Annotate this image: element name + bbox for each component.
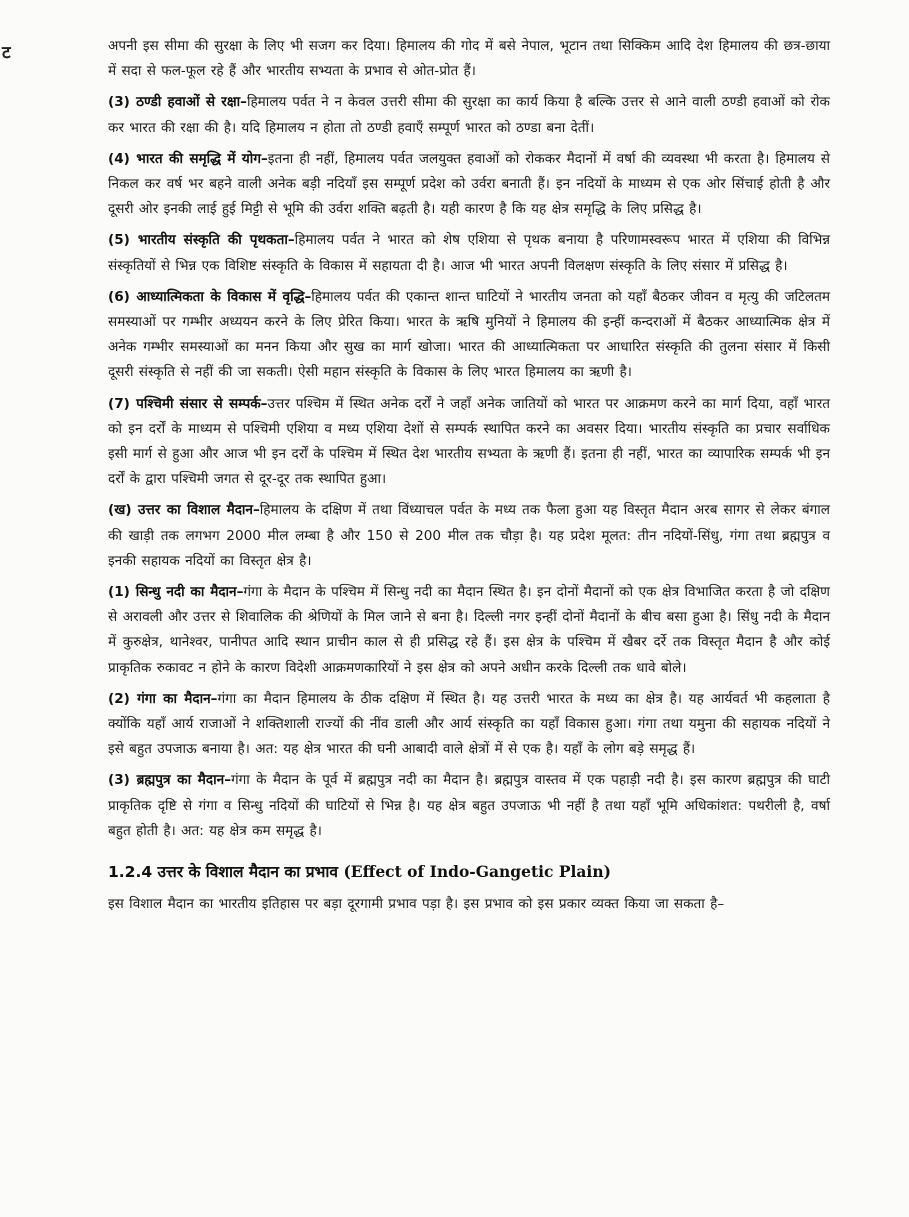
paragraph-cold-winds-protection xyxy=(108,90,830,140)
paragraph-heading: (6) आध्यात्मिकता के विकास में वृद्धि– xyxy=(108,288,312,305)
paragraph-text: हिमालय के दक्षिण में तथा विंध्याचल पर्वत के मध्य तक फैला हुआ यह विस्तृत मैदान अरब सागर से लेकर बंगाल की खाड़ी तक लगभग 2000 मील लम्बा है और 150 से 200 मील तक चौड़ा है। यह प्रदेश मूलत: तीन नदियों-सिंधु, गंगा तथा ब्रह्मपुत्र व इनकी सहायक नदियों का विस्तृत क्षेत्र है। xyxy=(108,502,830,569)
paragraph-text: हिमालय पर्वत ने भारत को शेष एशिया से पृथक बनाया है परिणामस्वरूप भारत में एशिया की विभिन्न संस्कृतियों से भिन्न एक विशिष्ट संस्कृति के विकास में सहायता दी है। आज भी भारत अपनी विलक्षण संस्कृति के लिए संसार में प्रसिद्ध है। xyxy=(108,232,830,274)
paragraph-prosperity-contribution xyxy=(108,147,830,223)
paragraph-text: गंगा के मैदान के पश्चिम में सिन्धु नदी का मैदान स्थित है। इन दोनों मैदानों को एक क्षेत्र विभाजित करता है जो दक्षिण से अरावली और उत्तर से शिवालिक की श्रेणियों के मिल जाने से बना है। दिल्ली नगर इन्हीं दोनों मैदानों के बीच बसा हुआ है। सिंधु नदी के मैदान में कुरुक्षेत्र, थानेश्वर, पानीपत आदि स्थान प्राचीन काल से ही प्रसिद्ध रहे हैं। इस क्षेत्र के पश्चिम में खैबर दर्रे तक विस्तृत मैदान है और कोई प्राकृतिक रुकावट न होने के कारण विदेशी आक्रमणकारियों ने इस क्षेत्र को अपने अधीन करके दिल्ली तक धावे बोले। xyxy=(108,584,830,676)
paragraph-text: गंगा के मैदान के पूर्व में ब्रह्मपुत्र नदी का मैदान है। ब्रह्मपुत्र वास्तव में एक पहाड़ी नदी है। इस कारण ब्रह्मपुत्र की घाटी प्राकृतिक दृष्टि से गंगा व सिन्धु नदियों की घाटियों से भिन्न है। यह क्षेत्र बहुत उपजाऊ भी नहीं है तथा यहाँ भूमि अधिकांशत: पथरीली है, वर्षा बहुत होती है। अत: यह क्षेत्र कम समृद्ध है। xyxy=(108,772,830,839)
paragraph-indus-plain xyxy=(108,580,830,681)
paragraph-text: इतना ही नहीं, हिमालय पर्वत जलयुक्त हवाओं को रोककर मैदानों में वर्षा की व्यवस्था भी करता है। हिमालय से निकल कर वर्ष भर बहने वाली अनेक बड़ी नदियाँ इस सम्पूर्ण प्रदेश को उर्वरा बनाती हैं। इन नदियों के माध्यम से एक ओर सिंचाई होती है और दूसरी ओर इनकी लाई हुई मिट्टी से भूमि की उर्वरा शक्ति बढ़ती है। यही कारण है कि यह क्षेत्र समृद्धि के लिए प्रसिद्ध है। xyxy=(108,150,830,218)
paragraph-heading: (3) ठण्डी हवाओं से रक्षा– xyxy=(108,94,247,111)
paragraph-heading: (7) पश्चिमी संसार से सम्पर्क– xyxy=(108,395,268,412)
paragraph-text: गंगा का मैदान हिमालय के ठीक दक्षिण में स्थित है। यह उत्तरी भारत के मध्य का क्षेत्र है। यह आर्यवर्त भी कहलाता है क्योंकि यहाँ आर्य राजाओं ने शक्तिशाली राज्यों की नींव डाली और आर्य संस्कृति का यहाँ विकास हुआ। गंगा तथा यमुना की सहायक नदियों ने इसे बहुत उपजाऊ बनाया है। अत: यह क्षेत्र भारत की घनी आबादी वाले क्षेत्रों में से एक है। यहाँ के लोग बड़े समृद्ध हैं। xyxy=(108,690,830,758)
page-content xyxy=(108,34,830,923)
paragraph-text: अपनी इस सीमा की सुरक्षा के लिए भी सजग कर दिया। हिमालय की गोद में बसे नेपाल, भूटान तथा सिक्किम आदि देश हिमालय की छत्र-छाया में सदा से फल-फूल रहे हैं और भारतीय सभ्यता के प्रभाव से ओत-प्रोत हैं। xyxy=(108,38,830,80)
paragraph-heading: (5) भारतीय संस्कृति की पृथकता– xyxy=(108,232,295,249)
paragraph-text: इस विशाल मैदान का भारतीय इतिहास पर बड़ा दूरगामी प्रभाव पड़ा है। इस प्रभाव को इस प्रकार व्यक्त किया जा सकता है– xyxy=(108,896,725,913)
paragraph-spiritual-growth xyxy=(108,285,830,386)
paragraph-text: हिमालय पर्वत की एकान्त शान्त घाटियों ने भारतीय जनता को यहाँ बैठकर जीवन व मृत्यु की जटिलतम समस्याओं पर गम्भीर अध्ययन करने के लिए प्रेरित किया। भारत के ऋषि मुनियों ने हिमालय की इन्हीं कन्दराओं में बैठकर आध्यात्मिक क्षेत्र में अनेक गम्भीर समस्याओं का मनन किया और सुख का मार्ग खोजा। भारत की आध्यात्मिकता पर आधारित संस्कृति की तुलना संसार में किसी दूसरी संस्कृति से नहीं की जा सकती। ऐसी महान संस्कृति के विकास के लिए भारत हिमालय का ऋणी है। xyxy=(108,288,831,381)
paragraph-great-northern-plain xyxy=(108,498,830,574)
paragraph-closing xyxy=(108,892,830,917)
paragraph-text: हिमालय पर्वत ने न केवल उत्तरी सीमा की सुरक्षा का कार्य किया है बल्कि उत्तर से आने वाली ठण्डी हवाओं को रोक कर भारत की रक्षा की है। यदि हिमालय न होता तो ठण्डी हवाएँ सम्पूर्ण भारत को ठण्डा बना देतीं। xyxy=(108,94,830,136)
paragraph-intro xyxy=(108,34,830,84)
section-heading-hindi: 1.2.4 उत्तर के विशाल मैदान का प्रभाव xyxy=(108,863,339,882)
paragraph-heading: (4) भारत की समृद्धि में योग– xyxy=(108,150,268,167)
paragraph-western-contact xyxy=(108,392,830,493)
paragraph-heading: (ख) उत्तर का विशाल मैदान– xyxy=(108,502,260,519)
paragraph-heading: (1) सिन्धु नदी का मैदान– xyxy=(108,584,244,601)
paragraph-brahmaputra-plain xyxy=(108,768,830,844)
cropped-header-fragment: ट xyxy=(2,43,11,63)
paragraph-heading: (3) ब्रह्मपुत्र का मैदान– xyxy=(108,772,231,789)
paragraph-ganga-plain xyxy=(108,687,830,763)
section-heading-english: (Effect of Indo-Gangetic Plain) xyxy=(343,862,611,882)
paragraph-heading: (2) गंगा का मैदान– xyxy=(108,690,218,707)
section-heading xyxy=(108,860,830,884)
paragraph-cultural-separateness xyxy=(108,228,830,278)
paragraph-text: उत्तर पश्चिम में स्थित अनेक दर्रों ने जहाँ अनेक जातियों को भारत पर आक्रमण करने का मार्ग दिया, वहाँ भारत को इन दर्रों के माध्यम से पश्चिमी एशिया व मध्य एशिया देशों से सम्पर्क स्थापित करने का अवसर दिया। भारतीय संस्कृति का प्रचार सर्वाधिक इसी मार्ग से हुआ और आज भी इन दर्रों के पश्चिम में स्थित देश भारतीय सभ्यता के ऋणी हैं। इतना ही नहीं, भारत का व्यापारिक सम्पर्क भी इन दर्रों के द्वारा पश्चिमी जगत से दूर-दूर तक स्थापित हुआ। xyxy=(108,395,831,488)
